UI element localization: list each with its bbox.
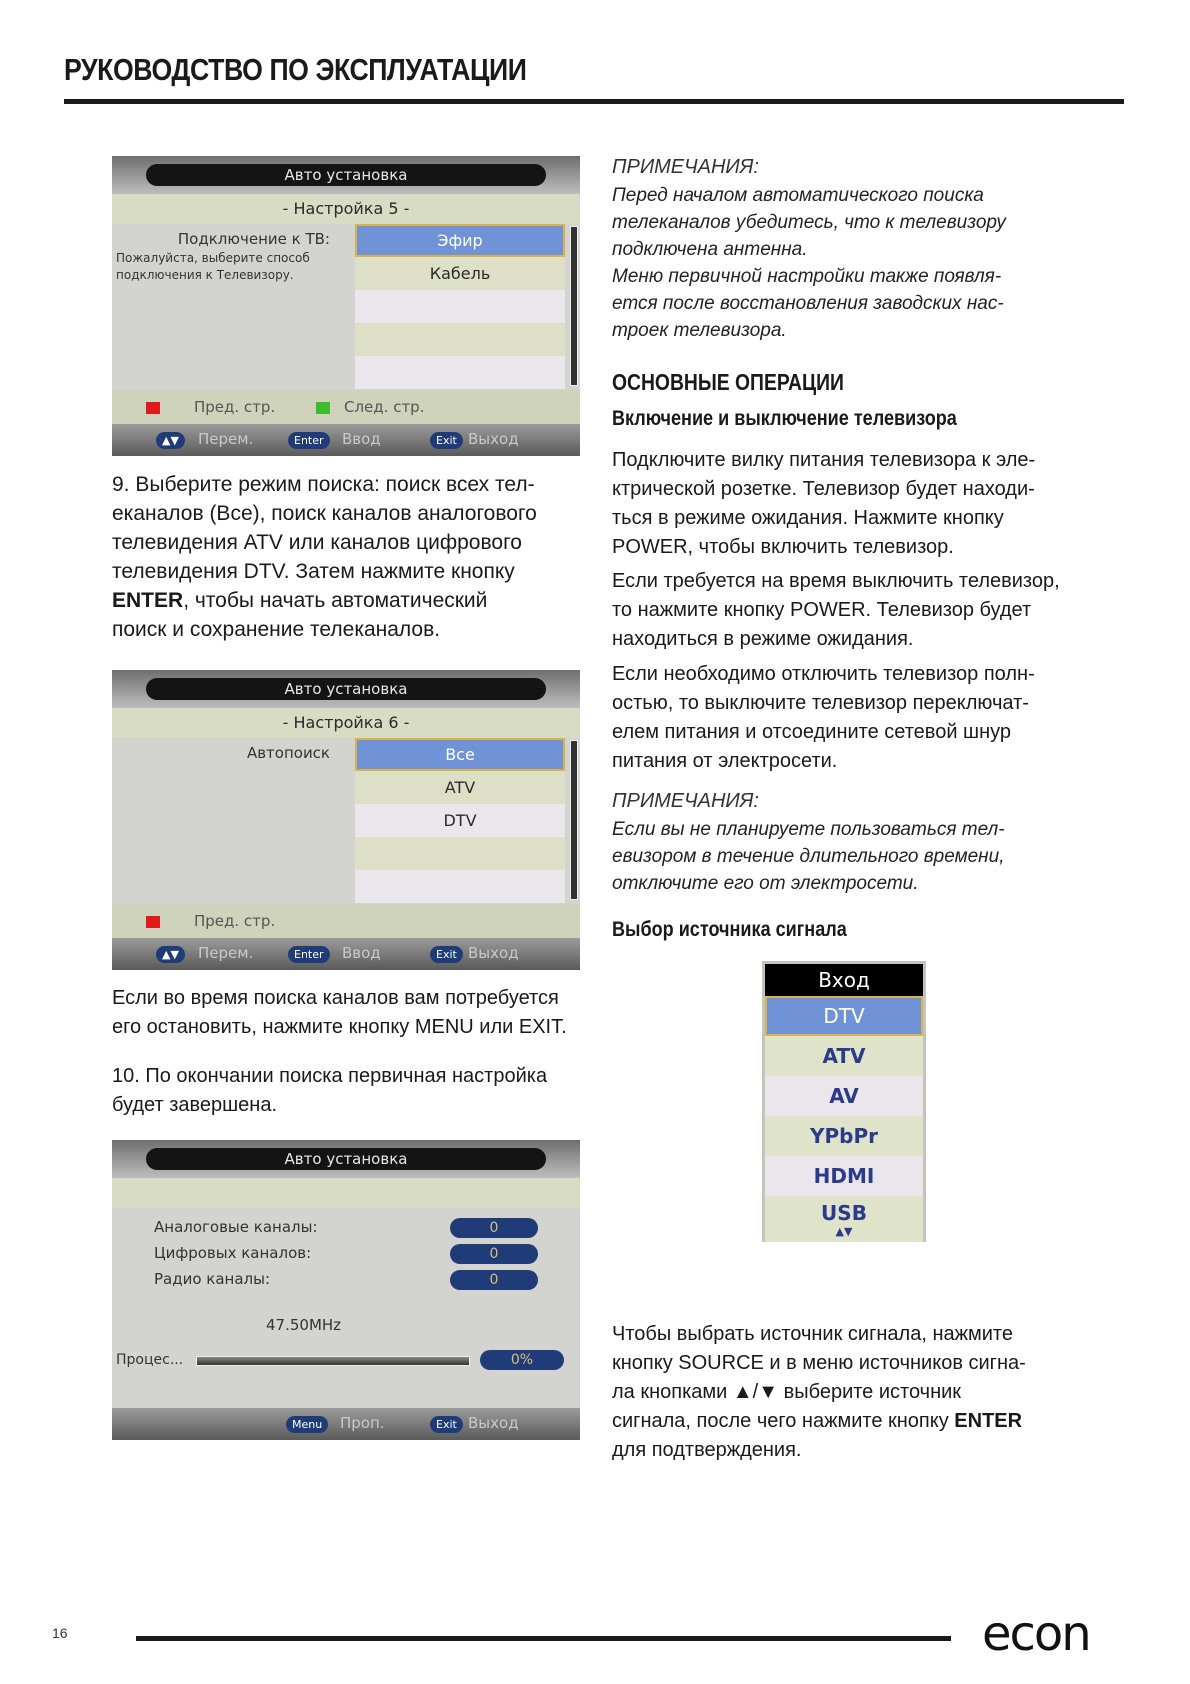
footer-divider	[136, 1636, 951, 1641]
frequency-readout: 47.50MHz	[266, 1316, 342, 1334]
power-paragraph-3: Если необходимо отключить телевизор полн- остью, то выключите телевизор переключат- елем питания и отсоедините сетевой шнур питания от электросети.	[612, 663, 1035, 772]
source-item-usb[interactable]: USB	[765, 1196, 923, 1226]
tv-screen-setup-6: Авто установка - Настройка 6 - Автопоиск Все ATV DTV Пред. стр. ▲▼ Перем. Enter Ввод Exit Выход	[112, 670, 580, 970]
progress-bar	[196, 1356, 470, 1366]
connection-options	[355, 224, 565, 389]
source-instructions: Чтобы выбрать источник сигнала, нажмите кнопку SOURCE и в меню источников сигна- ла кнопками ▲/▼ выберите источник сигнала, после чего нажмите кнопку ENTER для подтверждения.	[612, 1323, 1026, 1461]
source-menu-title: Вход	[765, 964, 923, 996]
move-key-icon: ▲▼	[156, 946, 185, 963]
notes-heading: ПРИМЕЧАНИЯ:	[612, 156, 759, 178]
notes-text: Перед началом автоматического поиска телеканалов убедитесь, что к телевизору подключена антенна. Меню первичной настройки также появля- ется после восстановления заводских нас- троек телевизора.	[612, 185, 1006, 341]
radio-channels-label: Радио каналы:	[154, 1270, 271, 1288]
green-key-icon	[316, 402, 330, 414]
source-menu	[762, 961, 926, 1242]
enter-key-icon: Enter	[288, 946, 330, 963]
red-key-icon	[146, 402, 160, 414]
next-page-label: След. стр.	[344, 398, 425, 416]
econ-logo: econ	[982, 1606, 1090, 1662]
menu-key-icon: Menu	[286, 1416, 328, 1433]
power-paragraph-2: Если требуется на время выключить телевизор, то нажмите кнопку POWER. Телевизор будет находиться в режиме ожидания.	[612, 570, 1060, 650]
step-9-text: 9. Выберите режим поиска: поиск всех тел- еканалов (Все), поиск каналов аналогового телевидения ATV или каналов цифрового телевидения DTV. Затем нажмите кнопку ENTER, чтобы начать автоматический поиск и сохранение телеканалов.	[112, 473, 537, 641]
source-item-atv[interactable]: ATV	[765, 1036, 923, 1076]
move-key-icon: ▲▼	[156, 432, 185, 449]
screen-subtitle: - Настройка 6 -	[112, 708, 580, 738]
scrollbar	[570, 226, 578, 386]
notes-text-2: Если вы не планируете пользоваться тел- евизором в течение длительного времени, отключите его от электросети.	[612, 819, 1005, 894]
screen-title: Авто установка	[146, 164, 546, 186]
tv-connection-desc: Пожалуйста, выберите способ подключения к Телевизору.	[116, 251, 310, 282]
option-cable[interactable]: Кабель	[355, 257, 565, 290]
search-options	[355, 738, 565, 903]
option-dtv[interactable]: DTV	[355, 804, 565, 837]
tv-connection-label: Подключение к ТВ:	[177, 230, 330, 248]
prev-page-label: Пред. стр.	[194, 912, 276, 930]
option-air[interactable]: Эфир	[355, 224, 565, 257]
header-divider	[64, 99, 1124, 104]
analog-channels-count: 0	[450, 1218, 538, 1238]
exit-key-icon: Exit	[430, 946, 463, 963]
stop-search-note: Если во время поиска каналов вам потребуется его остановить, нажмите кнопку MENU или EXIT.	[112, 987, 567, 1038]
progress-label: Процес...	[116, 1352, 184, 1368]
screen-subtitle: - Настройка 5 -	[112, 194, 580, 224]
scroll-arrows-icon: ▲▼	[765, 1226, 923, 1242]
page-title: РУКОВОДСТВО ПО ЭКСПЛУАТАЦИИ	[64, 52, 527, 87]
source-item-hdmi[interactable]: HDMI	[765, 1156, 923, 1196]
red-key-icon	[146, 916, 160, 928]
exit-key-icon: Exit	[430, 432, 463, 449]
scrollbar	[570, 740, 578, 900]
tv-screen-search-progress: Авто установка Аналоговые каналы: 0 Цифровых каналов: 0 Радио каналы: 0 47.50MHz Процес... 0% Menu Проп. Exit Выход	[112, 1140, 580, 1440]
exit-key-icon: Exit	[430, 1416, 463, 1433]
power-paragraph-1: Подключите вилку питания телевизора к эле- ктрической розетке. Телевизор будет находи- ться в режиме ожидания. Нажмите кнопку POWER, чтобы включить телевизор.	[612, 449, 1036, 558]
source-item-ypbpr[interactable]: YPbPr	[765, 1116, 923, 1156]
radio-channels-count: 0	[450, 1270, 538, 1290]
step-10-text: 10. По окончании поиска первичная настройка будет завершена.	[112, 1065, 548, 1116]
screen-title: Авто установка	[146, 678, 546, 700]
tv-screen-setup-5: Авто установка - Настройка 5 - Подключение к ТВ: Пожалуйста, выберите способ подключения к Телевизору. Эфир Кабель Пред. стр. След. стр. ▲▼ Перем. Enter Ввод Exit Выход	[112, 156, 580, 456]
section-heading-basic-operations: ОСНОВНЫЕ ОПЕРАЦИИ	[612, 369, 844, 395]
digital-channels-label: Цифровых каналов:	[154, 1244, 312, 1262]
analog-channels-label: Аналоговые каналы:	[154, 1218, 318, 1236]
source-item-dtv[interactable]: DTV	[765, 996, 923, 1036]
source-item-av[interactable]: AV	[765, 1076, 923, 1116]
option-all[interactable]: Все	[355, 738, 565, 771]
option-atv[interactable]: ATV	[355, 771, 565, 804]
enter-key-icon: Enter	[288, 432, 330, 449]
page-number: 16	[52, 1625, 68, 1641]
subheading-power: Включение и выключение телевизора	[612, 407, 957, 430]
digital-channels-count: 0	[450, 1244, 538, 1264]
screen-title: Авто установка	[146, 1148, 546, 1170]
prev-page-label: Пред. стр.	[194, 398, 276, 416]
subheading-source: Выбор источника сигнала	[612, 918, 847, 941]
progress-percent: 0%	[480, 1350, 564, 1370]
notes-heading-2: ПРИМЕЧАНИЯ:	[612, 790, 759, 812]
autosearch-label: Автопоиск	[246, 744, 330, 762]
